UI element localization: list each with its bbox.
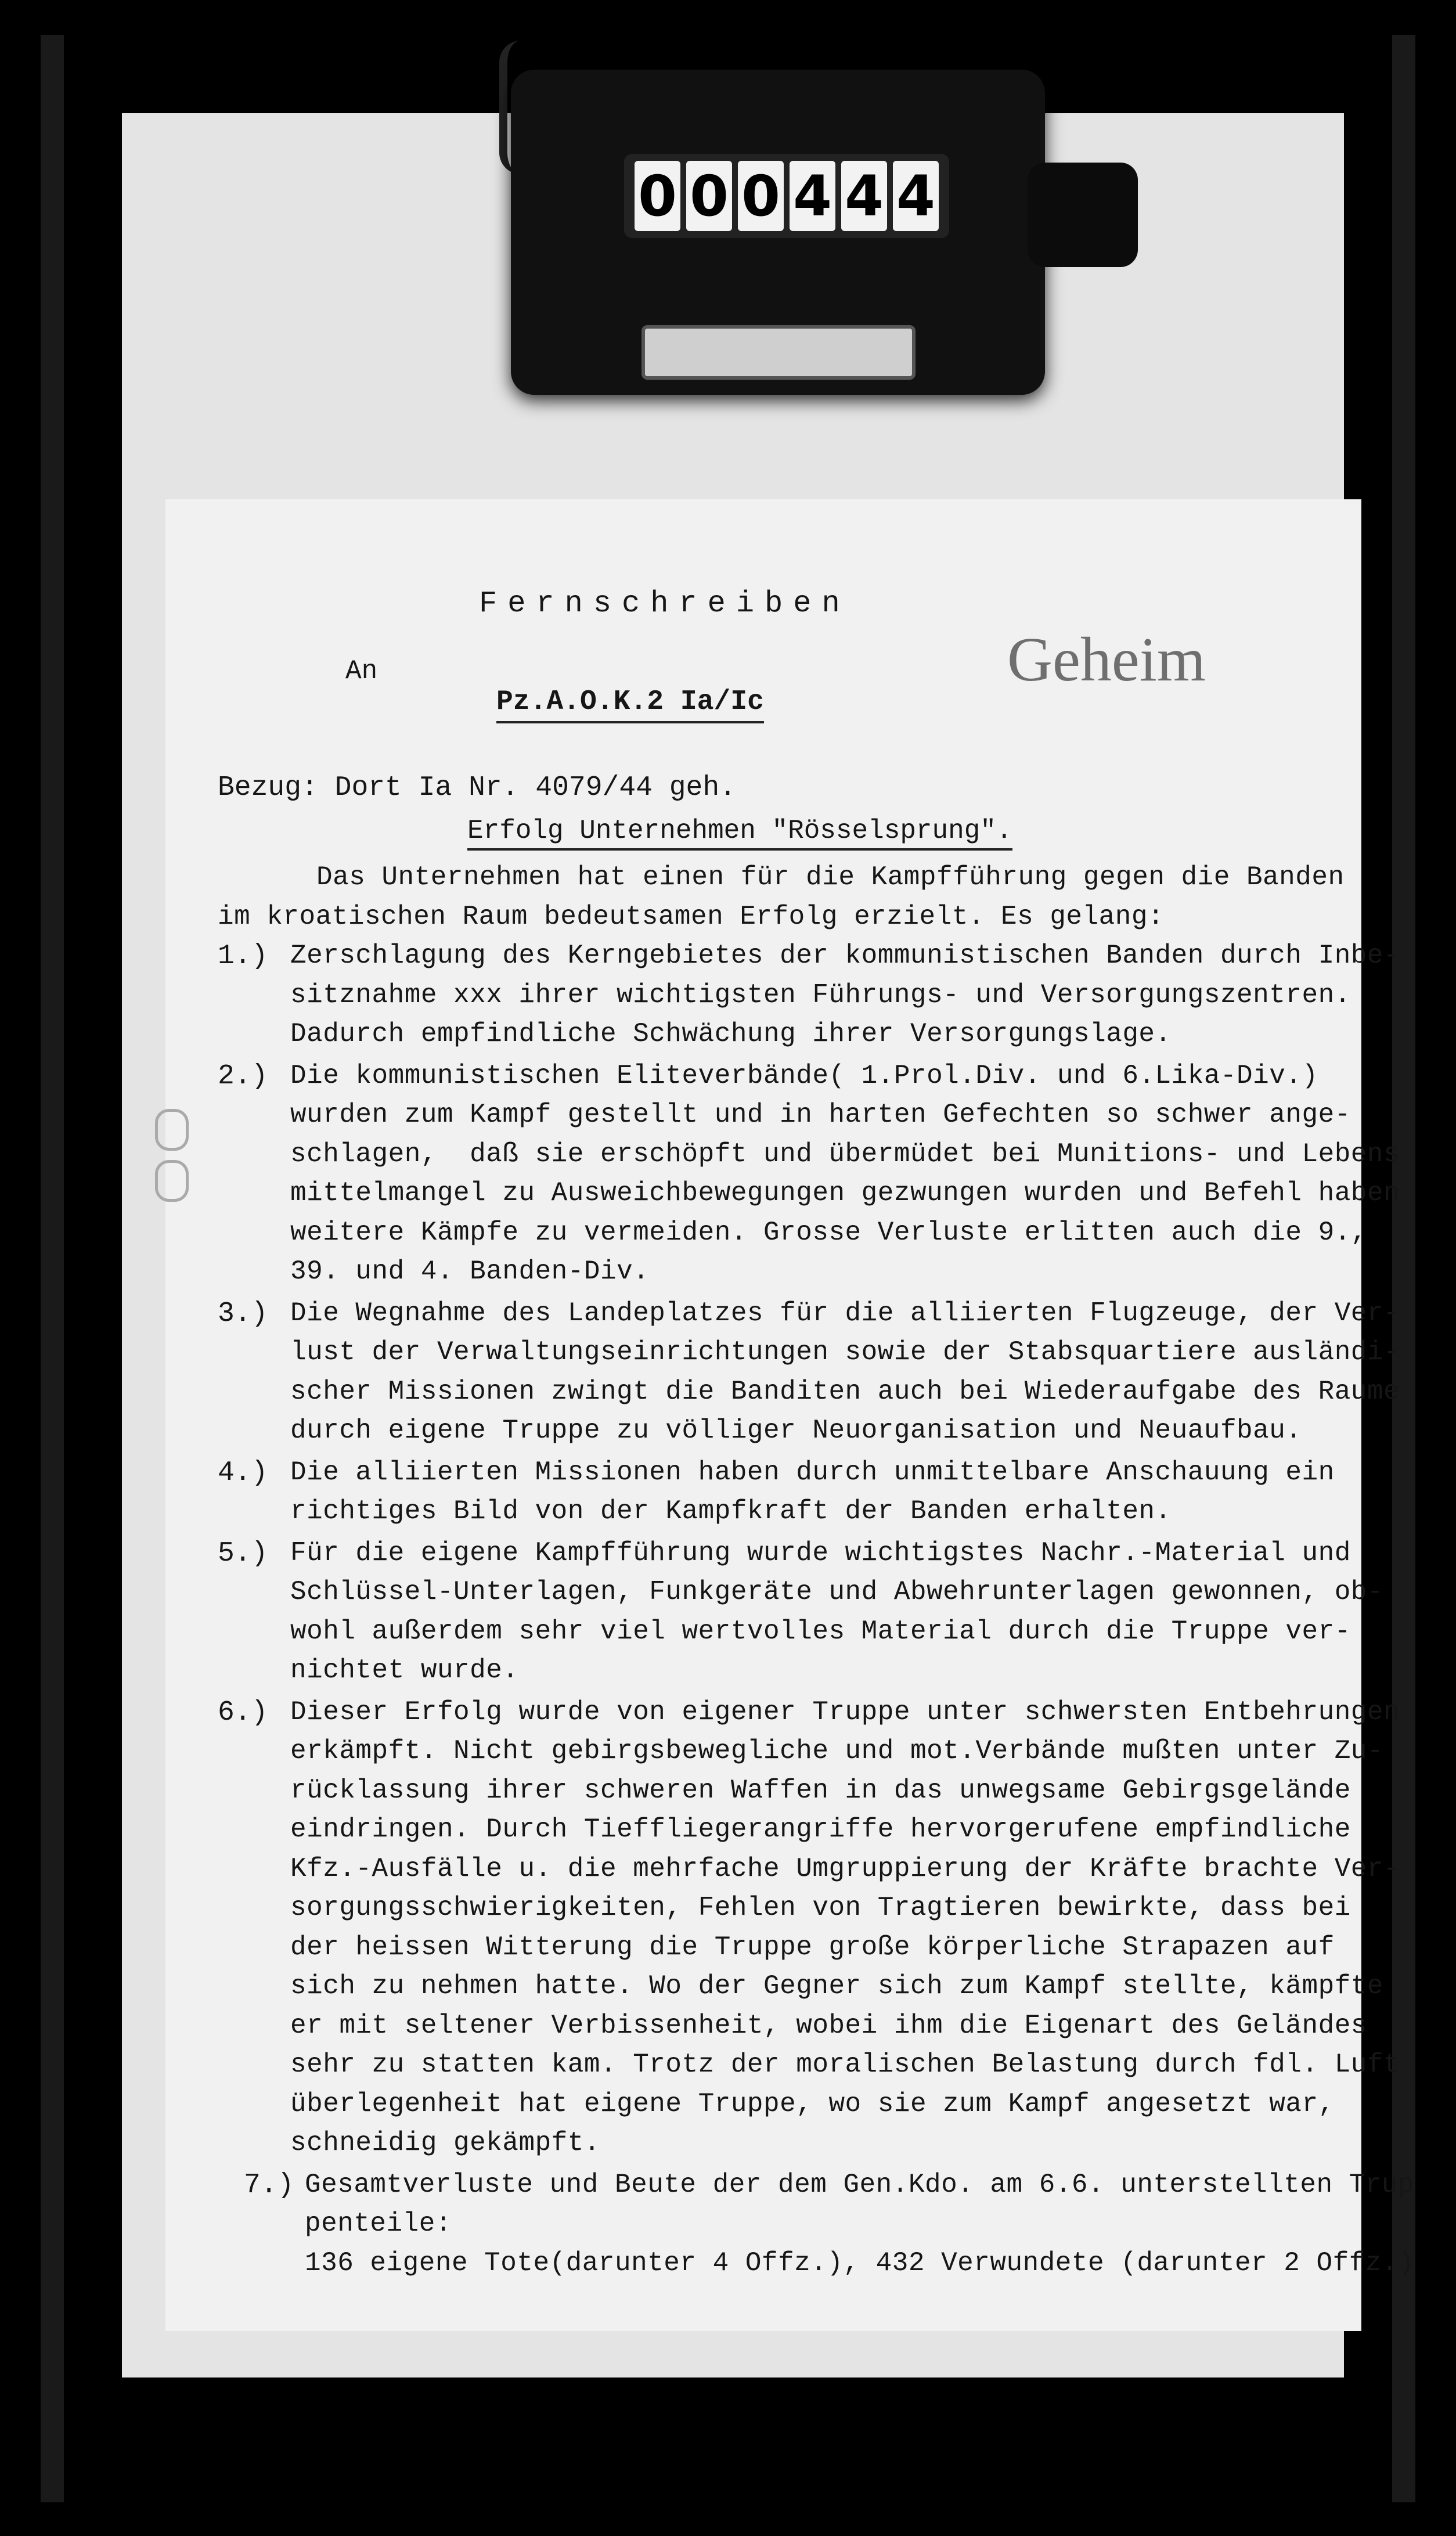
reference-line: Bezug: Dort Ia Nr. 4079/44 geh. [218, 772, 736, 804]
recipient-label: An [345, 656, 378, 686]
recipient: Pz.A.O.K.2 Ia/Ic [496, 686, 764, 723]
film-edge-left [41, 35, 64, 2502]
item-line: schneidig gekämpft. [290, 2128, 600, 2158]
counter-digit: 0 [686, 161, 732, 231]
subject-line: Erfolg Unternehmen "Rösselsprung". [467, 816, 1012, 851]
punch-holes [155, 1109, 189, 1211]
intro-line: Das Unternehmen hat einen für die Kampfführung gegen die Banden [316, 862, 1345, 892]
item-number: 1.) [218, 941, 268, 972]
item-line: Dieser Erfolg wurde von eigener Truppe unter schwersten Entbehrungen [290, 1696, 1400, 1727]
item-line: durch eigene Truppe zu völliger Neuorganisation und Neuaufbau. [290, 1415, 1302, 1446]
counter-digit: 4 [790, 161, 835, 231]
item-line: rücklassung ihrer schweren Waffen in das unwegsame Gebirgsgelände [290, 1775, 1351, 1806]
counter-digit: 4 [893, 161, 939, 231]
item-line: richtiges Bild von der Kampfkraft der Banden erhalten. [290, 1496, 1172, 1526]
item-line: Die alliierten Missionen haben durch unmittelbare Anschauung ein [290, 1457, 1335, 1487]
item-line: Gesamtverluste und Beute der dem Gen.Kdo. am 6.6. unterstellten Trup [305, 2169, 1415, 2200]
item-number: 7.) [244, 2169, 294, 2201]
item-line: sorgungsschwierigkeiten, Fehlen von Tragtieren bewirkte, dass bei [290, 1893, 1351, 1923]
item-line: schlagen, daß sie erschöpft und übermüdet bei Munitions- und Lebens [290, 1139, 1400, 1169]
secret-stamp: Geheim [1007, 625, 1206, 694]
item-number: 4.) [218, 1457, 268, 1489]
item-line: Für die eigene Kampfführung wurde wichtigstes Nachr.-Material und [290, 1537, 1351, 1568]
counter-digit: 0 [635, 161, 680, 231]
item-number: 3.) [218, 1298, 268, 1330]
item-line: überlegenheit hat eigene Truppe, wo sie zum Kampf angesetzt war, [290, 2088, 1335, 2119]
item-line: eindringen. Durch Tieffliegerangriffe hervorgerufene empfindliche [290, 1814, 1351, 1845]
counter-digit: 4 [841, 161, 887, 231]
item-number: 2.) [218, 1060, 268, 1092]
item-line: wurden zum Kampf gestellt und in harten Gefechten so schwer ange- [290, 1100, 1351, 1130]
item-line: 39. und 4. Banden-Div. [290, 1256, 650, 1287]
intro-line: im kroatischen Raum bedeutsamen Erfolg erzielt. Es gelang: [218, 901, 1165, 932]
counter-display [624, 154, 949, 238]
item-line: mittelmangel zu Ausweichbewegungen gezwungen wurden und Befehl haben [290, 1178, 1400, 1208]
item-line: 136 eigene Tote(darunter 4 Offz.), 432 Verwundete (darunter 2 Offz.) [305, 2247, 1415, 2278]
item-line: Dadurch empfindliche Schwächung ihrer Versorgungslage. [290, 1019, 1172, 1049]
film-edge-right [1392, 35, 1415, 2502]
item-line: scher Missionen zwingt die Banditen auch bei Wiederaufgabe des Raume [290, 1376, 1400, 1407]
item-line: Zerschlagung des Kerngebietes der kommunistischen Banden durch Inbe- [290, 941, 1400, 971]
item-line: nichtet wurde. [290, 1655, 519, 1685]
item-line: erkämpft. Nicht gebirgsbewegliche und mot.Verbände mußten unter Zu- [290, 1736, 1384, 1766]
punch-hole [155, 1109, 189, 1151]
counter-digit: 0 [738, 161, 784, 231]
item-line: penteile: [305, 2209, 452, 2239]
teletype-document [165, 499, 1415, 2331]
document-title: Fernschreiben [479, 586, 850, 621]
item-number: 5.) [218, 1537, 268, 1569]
item-line: sitznahme xxx ihrer wichtigsten Führungs- und Versorgungszentren. [290, 979, 1351, 1010]
item-number: 6.) [218, 1696, 268, 1728]
item-line: wohl außerdem sehr viel wertvolles Material durch die Truppe ver- [290, 1616, 1351, 1647]
item-line: Kfz.-Ausfälle u. die mehrfache Umgruppierung der Kräfte brachte Ver- [290, 1853, 1400, 1884]
punch-hole [155, 1160, 189, 1202]
frame-counter [511, 70, 1045, 395]
item-line: Die kommunistischen Eliteverbände( 1.Prol.Div. und 6.Lika-Div.) [290, 1060, 1318, 1091]
counter-knob [1028, 163, 1138, 267]
item-line: lust der Verwaltungseinrichtungen sowie der Stabsquartiere ausländi- [290, 1337, 1400, 1367]
item-line: weitere Kämpfe zu vermeiden. Grosse Verluste erlitten auch die 9., [290, 1217, 1367, 1248]
item-line: der heissen Witterung die Truppe große körperliche Strapazen auf [290, 1932, 1335, 1962]
item-line: Die Wegnahme des Landeplatzes für die alliierten Flugzeuge, der Ver- [290, 1298, 1400, 1328]
item-line: sich zu nehmen hatte. Wo der Gegner sich zum Kampf stellte, kämpfte [290, 1971, 1384, 2001]
counter-plate [641, 325, 916, 380]
item-line: er mit seltener Verbissenheit, wobei ihm die Eigenart des Geländes [290, 2010, 1367, 2041]
item-line: Schlüssel-Unterlagen, Funkgeräte und Abwehrunterlagen gewonnen, ob- [290, 1577, 1384, 1607]
item-line: sehr zu statten kam. Trotz der moralischen Belastung durch fdl. Luft [290, 2049, 1400, 2080]
